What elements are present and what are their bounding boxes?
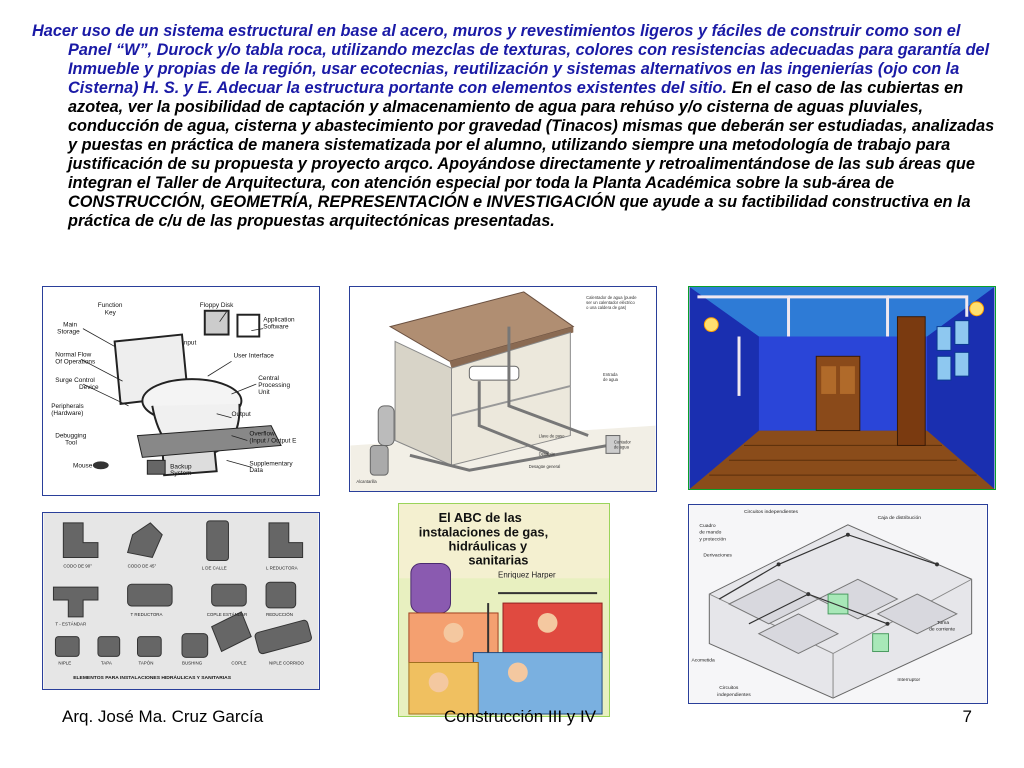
label-acometida: Acometida [691, 658, 715, 664]
house-plumbing-image [349, 286, 657, 492]
label-cople-estandar: COPLE ESTÁNDAR [206, 611, 248, 617]
footer-course: Construcción III y IV [443, 707, 597, 726]
label-derivaciones: Derivaciones [703, 553, 732, 559]
label-desague-general: Desagüe general [528, 464, 561, 470]
label-function-key: Function [97, 301, 123, 309]
svg-text:El ABC de las: El ABC de las [438, 509, 522, 525]
book-cover-image [398, 503, 610, 717]
electrical-circuits-drawing [689, 505, 987, 703]
computer-toilet-diagram-image [42, 286, 320, 496]
svg-text:hidráulicas y: hidráulicas y [448, 538, 528, 554]
svg-text:Storage: Storage [57, 328, 80, 336]
label-cpu: Central [258, 375, 279, 383]
svg-text:o una caldera de gas): o una caldera de gas) [586, 304, 627, 310]
label-peripherals: Peripherals [51, 402, 84, 410]
body-text-black: En el caso de las cubiertas en azotea, ver la posibilidad de captación y almacenamiento de agua para rehúso y/o cisterna de aguas pluviales, conducción de agua, cisterna y abastecimiento por gravedad (Tinacos) mismas que deberán ser estudiadas, analizadas y puestas en práctica de manera sistematizada por el alumno, utilizando siempre una metodología de trabajo para justificación de su propuesta y proyecto arqco. Apoyándose directamente y retroalimentándose de las sub áreas que integran el Taller de Arquitectura, con atención especial por toda la Planta Académica sobre la sub-área de CONSTRUCCIÓN, GEOMETRÍA, REPRESENTACIÓN e INVESTIGACIÓN que ayude a su factibilidad constructiva en la práctica de c/u de las propuestas arquitectónicas presentadas. [68, 79, 995, 230]
svg-text:sanitarias: sanitarias [468, 552, 529, 568]
label-tapa: TAPA [100, 660, 112, 666]
label-user-interface: User Interface [233, 352, 274, 360]
label-codo-45: CODO DE 45° [127, 563, 157, 569]
label-calentador: Calentador de agua (puede [586, 294, 637, 300]
label-circuitos-independientes-top: Circuitos independientes [743, 509, 799, 515]
label-input: Input [181, 339, 197, 347]
svg-text:de agua: de agua [613, 444, 629, 450]
book-cover-drawing [399, 504, 609, 716]
label-supplementary-data: Supplementary [249, 460, 293, 468]
label-circuitos-independientes-bottom: Circuitos [719, 686, 739, 692]
svg-text:Key: Key [104, 309, 116, 317]
house-plumbing-drawing [350, 287, 656, 491]
label-alcantarilla: Alcantarilla [356, 479, 377, 485]
body-paragraph [32, 22, 1007, 231]
label-niple-corrido: NIPLE CORRIDO [269, 660, 305, 666]
label-t-estandar: T - ESTÁNDAR [55, 621, 87, 627]
label-caja-distribucion: Caja de distribución [877, 515, 921, 521]
svg-text:instalaciones de gas,: instalaciones de gas, [418, 524, 549, 540]
svg-text:de mando: de mando [699, 530, 722, 536]
label-cople: COPLE [231, 660, 247, 666]
label-niple: NIPLE [58, 660, 72, 666]
footer-author: Arq. José Ma. Cruz García [62, 707, 264, 726]
label-llave-paso: Llave de paso [538, 433, 565, 439]
computer-toilet-drawing [43, 287, 319, 495]
svg-text:(Hardware): (Hardware) [51, 409, 84, 417]
svg-text:y protección: y protección [699, 537, 727, 543]
label-reduccion: REDUCCIÓN [266, 611, 293, 617]
book-author: Enriquez Harper [498, 570, 556, 580]
label-debugging-tool: Debugging [55, 432, 87, 440]
label-contador: Contador [613, 439, 631, 445]
svg-text:Processing: Processing [258, 382, 291, 390]
svg-text:independientes: independientes [717, 693, 751, 699]
label-entrada-agua: Entrada [603, 372, 618, 378]
label-desague: Desagüe [538, 451, 556, 457]
pipe-fittings-drawing [43, 513, 319, 689]
label-overflow: Overflow [249, 430, 275, 438]
label-normal-flow: Normal Flow [55, 351, 92, 359]
electrical-circuits-image [688, 504, 988, 704]
label-backup-system: Backup [170, 463, 192, 471]
svg-text:Of Operations: Of Operations [55, 358, 96, 366]
label-output: Output [231, 410, 251, 418]
room-electrical-drawing [689, 287, 995, 489]
label-toma-corriente: Toma [937, 620, 950, 626]
svg-text:Tool: Tool [65, 439, 77, 447]
label-l-calle: L DE CALLE [201, 565, 227, 571]
svg-text:ser un calentador eléctrico: ser un calentador eléctrico [586, 299, 635, 305]
label-bushing: BUSHING [181, 660, 203, 666]
label-cuadro-mando: Cuadro [699, 523, 716, 529]
svg-text:System: System [170, 470, 192, 478]
footer-page-number: 7 [962, 707, 972, 726]
label-codo-90: CODO DE 90° [63, 563, 92, 569]
svg-text:Device: Device [78, 384, 99, 392]
body-text-blue: Hacer uso de un sistema estructural en base al acero, muros y revestimientos ligeros y fáciles de construir como son el Panel “W”, Durock y/o tabla roca, utilizando mezclas de texturas, colores con resistencias adecuadas para garantía del Inmueble y propias de la región, usar ecotecnias, reutilización y sistemas alternativos en las ingenierías (ojo con la Cisterna) H. S. y E. Adecuar la estructura portante con elementos existentes del sitio. [32, 22, 990, 97]
svg-text:Software: Software [263, 323, 289, 331]
label-t-reductora: T REDUCTORA [130, 611, 163, 617]
label-l-reductora: L REDUCTORA [266, 565, 298, 571]
label-application-software: Application [263, 316, 295, 324]
pipe-fittings-image [42, 512, 320, 690]
svg-text:de agua: de agua [603, 377, 618, 383]
fittings-caption: ELEMENTOS PARA INSTALACIONES HIDRÁULICAS Y SANITARIAS [73, 676, 232, 682]
label-interruptor: Interruptor [897, 678, 921, 684]
room-electrical-image [688, 286, 996, 490]
label-tapon: TAPÓN [138, 660, 154, 666]
label-main-storage: Main [63, 321, 78, 329]
svg-text:(Input / Output E: (Input / Output E [249, 437, 297, 445]
svg-text:Unit: Unit [258, 388, 270, 396]
svg-text:Data: Data [249, 467, 263, 475]
label-mouse: Mouse [73, 462, 93, 470]
label-floppy-disk: Floppy Disk [199, 301, 234, 309]
label-surge-control: Surge Control [55, 377, 95, 385]
svg-text:de corriente: de corriente [929, 627, 956, 633]
